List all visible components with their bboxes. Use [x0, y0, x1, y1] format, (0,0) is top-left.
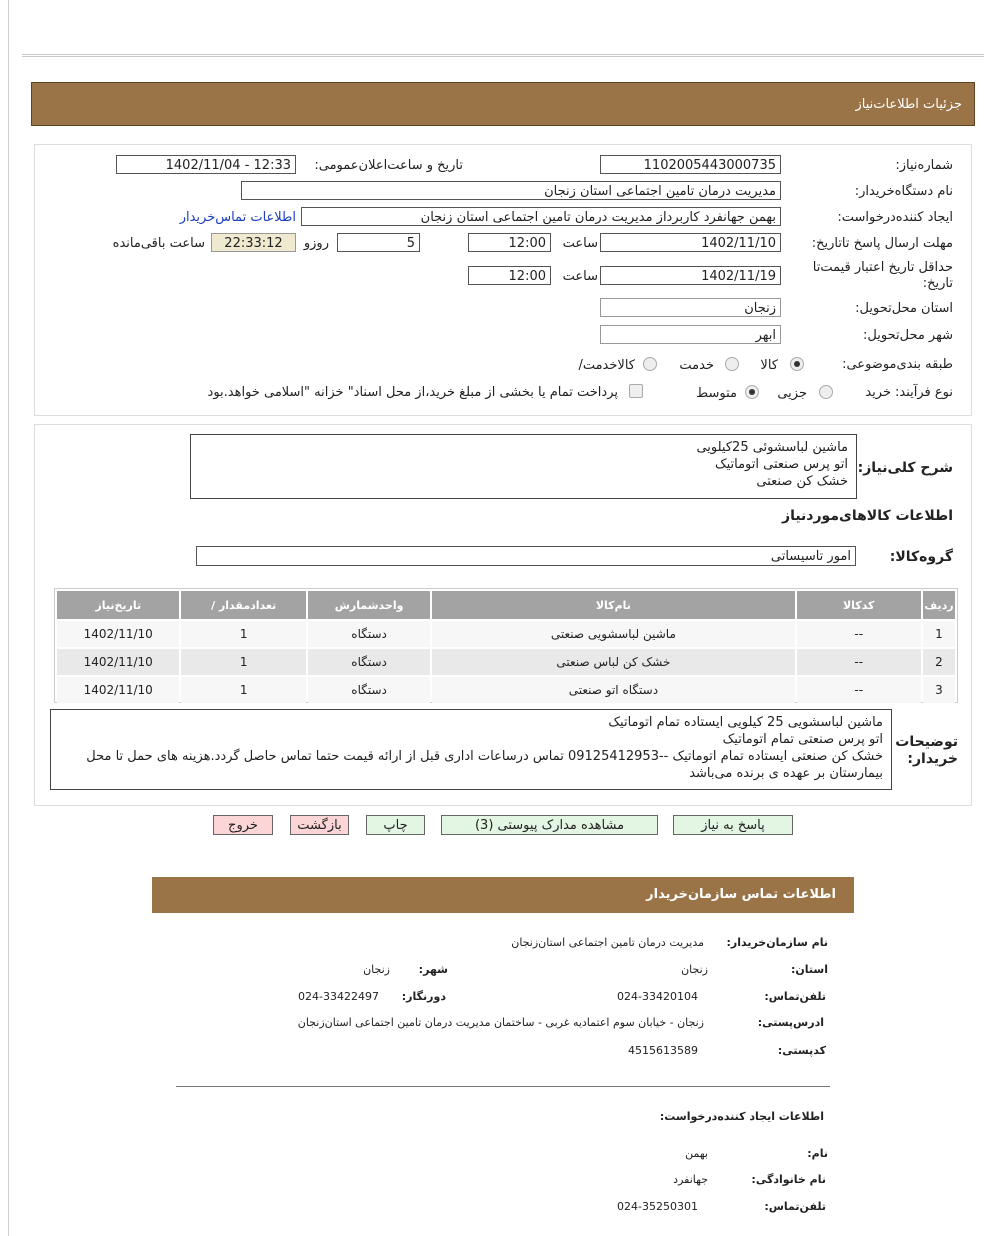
- cell-date: 1402/11/10: [57, 677, 179, 703]
- process-radio-medium[interactable]: [745, 385, 759, 399]
- summary-line: خشک کن صنعتی: [756, 474, 848, 489]
- creator-family-label: نام خانوادگی:: [751, 1173, 826, 1186]
- contact-org: مدیریت درمان تامین اجتماعی استان‌زنجان: [511, 936, 704, 949]
- cell-row: 3: [923, 677, 955, 703]
- contact-fax-label: دورنگار:: [401, 990, 446, 1003]
- process-option-minor: جزیی: [777, 386, 807, 401]
- items-table: [55, 589, 957, 705]
- summary-line: اتو پرس صنعتی اتوماتیک: [714, 457, 848, 472]
- category-option-goods: کالا: [760, 358, 778, 373]
- send-deadline-label: مهلت ارسال ‌پاسخ تا‌تاریخ:: [811, 236, 953, 251]
- days-label: روزو: [303, 236, 329, 251]
- cell-qty: 1: [181, 621, 305, 647]
- col-code: کدکالا: [797, 591, 921, 619]
- cell-unit: دستگاه: [308, 649, 430, 675]
- treasury-payment-checkbox[interactable]: [629, 384, 643, 398]
- province-label: استان محل‌تحویل:: [855, 301, 953, 316]
- cell-code: --: [797, 649, 921, 675]
- goods-group-field: امور تاسیساتی: [196, 546, 856, 566]
- category-radio-goods[interactable]: [790, 357, 804, 371]
- creator-family: جهانفرد: [673, 1173, 708, 1186]
- attachments-button[interactable]: مشاهده مدارک پیوستی (3): [441, 815, 658, 835]
- days-field: 5: [337, 233, 420, 252]
- buyer-org-label: نام دستگاه‌خریدار:: [854, 184, 953, 199]
- remaining-timer: 22:33:12: [211, 233, 296, 252]
- buyer-contact-link[interactable]: اطلاعات تماس‌خریدار: [179, 210, 296, 225]
- buyer-notes-box: [50, 709, 892, 790]
- contact-province: زنجان: [681, 963, 708, 976]
- city-field: ابهر: [600, 325, 781, 344]
- col-date: تاریخ‌نیاز: [57, 591, 179, 619]
- print-button[interactable]: چاپ: [366, 815, 425, 835]
- goods-group-label: گروه‌کالا:: [889, 549, 953, 565]
- need-number-label: شماره‌نیاز:: [895, 158, 953, 173]
- contact-city: زنجان: [363, 963, 390, 976]
- buyer-notes-line: خشک کن صنعتی ایستاده تمام اتوماتیک --09125412953 تماس درساعات اداری قبل از ارائه قیمت حتما تماس حاصل گردد.هزینه های حمل تا محل بیمارستان بر عهده ی برنده می‌باشد: [86, 749, 883, 781]
- creator-name: بهمن: [685, 1147, 708, 1160]
- buyer-org-field: مدیریت درمان تامین اجتماعی استان زنجان: [241, 181, 781, 200]
- exit-button[interactable]: خروج: [213, 815, 273, 835]
- section-divider: [176, 1086, 830, 1087]
- remaining-label: ساعت باقی‌مانده: [112, 236, 205, 251]
- send-deadline-time: 12:00: [468, 233, 551, 252]
- creator-name-label: نام:: [807, 1147, 828, 1160]
- page-left-border: [8, 0, 9, 1236]
- creator-phone-label: تلفن‌تماس:: [764, 1200, 826, 1213]
- validity-time: 12:00: [468, 266, 551, 285]
- contact-title: اطلاعات تماس سازمان‌خریدار: [646, 887, 836, 902]
- cell-code: --: [797, 677, 921, 703]
- contact-postal: 4515613589: [628, 1044, 698, 1057]
- category-label: طبقه بندی‌موضوعی:: [842, 357, 953, 372]
- contact-org-label: نام سازمان‌خریدار:: [726, 936, 828, 949]
- process-radio-minor[interactable]: [819, 385, 833, 399]
- need-number-field: 1102005443000735: [600, 155, 781, 174]
- header-title: جزئیات اطلاعات‌نیاز: [855, 97, 962, 112]
- page-header: [31, 82, 975, 126]
- send-deadline-date: 1402/11/10: [600, 233, 781, 252]
- cell-row: 2: [923, 649, 955, 675]
- contact-address: زنجان - خیابان سوم اعتمادیه غربی - ساختمان مدیریت درمان تامین اجتماعی استان‌زنجان: [297, 1016, 704, 1029]
- back-button[interactable]: بازگشت: [290, 815, 349, 835]
- cell-code: --: [797, 621, 921, 647]
- cell-row: 1: [923, 621, 955, 647]
- col-name: نام‌کالا: [432, 591, 794, 619]
- creator-field: بهمن جهانفرد کاربرداز مدیریت درمان تامین اجتماعی استان زنجان: [301, 207, 781, 226]
- col-unit: واحدشمارش: [308, 591, 430, 619]
- buyer-notes-line: اتو پرس صنعتی تمام اتوماتیک: [722, 732, 883, 747]
- cell-name: ماشین لباسشویی صنعتی: [432, 621, 794, 647]
- creator-phone: 024-35250301: [617, 1200, 698, 1213]
- process-value: خرید: [865, 385, 891, 400]
- announce-field: 1402/11/04 - 12:33: [116, 155, 296, 174]
- summary-label: شرح کلی‌نیاز:: [857, 460, 953, 476]
- contact-address-label: ادرس‌پستی:: [757, 1016, 824, 1029]
- contact-header: [152, 877, 854, 913]
- buyer-notes-label: توضیحات خریدار:: [895, 734, 958, 767]
- send-time-label: ساعت: [562, 236, 598, 251]
- creator-info-title: اطلاعات ایجاد کننده‌درخواست:: [659, 1110, 824, 1123]
- announce-label: تاریخ و ساعت‌اعلان‌عمومی:: [314, 158, 463, 173]
- validity-date: 1402/11/19: [600, 266, 781, 285]
- process-label: نوع فرآیند:: [895, 385, 953, 400]
- creator-label: ایجاد کننده‌درخواست:: [837, 210, 953, 225]
- cell-name: خشک کن لباس صنعتی: [432, 649, 794, 675]
- treasury-payment-note: پرداخت تمام یا بخشی از مبلغ خرید،از محل اسناد" خزانه "اسلامی خواهد.بود: [207, 385, 618, 400]
- validity-label: حداقل تاریخ اعتبار قیمت‌تا تاریخ:: [812, 260, 953, 291]
- contact-city-label: شهر:: [418, 963, 448, 976]
- top-divider: [22, 54, 984, 57]
- table-row: [57, 649, 955, 675]
- table-row: [57, 677, 955, 703]
- summary-line: ماشین لباسشوئی 25کیلویی: [696, 440, 848, 455]
- contact-province-label: استان:: [791, 963, 828, 976]
- category-radio-service[interactable]: [725, 357, 739, 371]
- cell-date: 1402/11/10: [57, 649, 179, 675]
- contact-phone: 024-33420104: [617, 990, 698, 1003]
- col-qty: تعدادمقدار /: [181, 591, 305, 619]
- process-option-medium: متوسط: [696, 386, 737, 401]
- validity-time-label: ساعت: [562, 269, 598, 284]
- province-field: زنجان: [600, 298, 781, 317]
- cell-unit: دستگاه: [308, 677, 430, 703]
- city-label: شهر محل‌تحویل:: [863, 328, 953, 343]
- cell-name: دستگاه اتو صنعتی: [432, 677, 794, 703]
- table-row: [57, 621, 955, 647]
- cell-qty: 1: [181, 677, 305, 703]
- cell-qty: 1: [181, 649, 305, 675]
- cell-date: 1402/11/10: [57, 621, 179, 647]
- cell-unit: دستگاه: [308, 621, 430, 647]
- contact-fax: 024-33422497: [298, 990, 379, 1003]
- items-table-wrapper: [54, 588, 958, 703]
- col-row: ردیف: [923, 591, 955, 619]
- goods-info-title: اطلاعات کالاهای‌موردنیاز: [782, 508, 953, 524]
- buyer-notes-line: ماشین لباسشویی 25 کیلویی ایستاده تمام اتوماتیک: [608, 715, 883, 730]
- reply-button[interactable]: پاسخ به نیاز: [673, 815, 793, 835]
- summary-box: [190, 434, 857, 499]
- category-radio-goods-service[interactable]: [643, 357, 657, 371]
- contact-phone-label: تلفن‌تماس:: [764, 990, 826, 1003]
- category-option-service: خدمت: [679, 358, 714, 373]
- contact-postal-label: کد‌پستی:: [777, 1044, 826, 1057]
- category-option-goods-service: کالا‌خدمت/: [578, 358, 635, 373]
